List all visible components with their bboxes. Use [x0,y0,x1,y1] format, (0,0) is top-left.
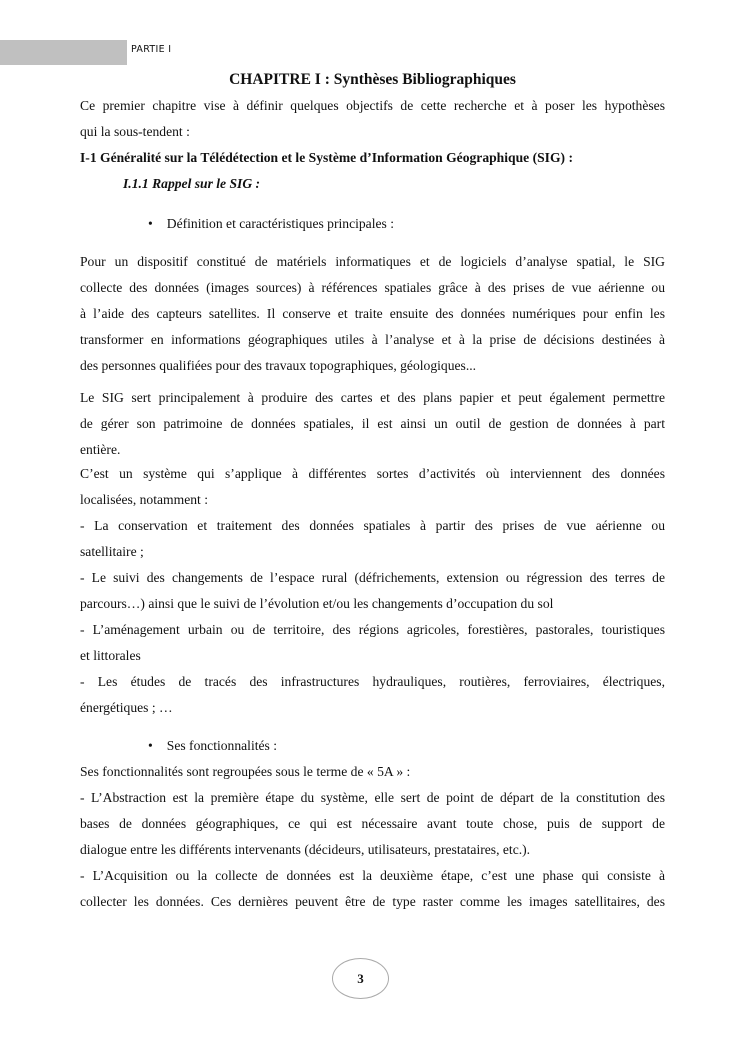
chapter-title: CHAPITRE I : Synthèses Bibliographiques [229,71,516,88]
page-number: 3 [332,958,389,999]
body-text-line: à l’aide des capteurs satellites. Il conserve et traite ensuite des données numériques pour enfin les [80,306,665,321]
body-text-line: - L’aménagement urbain ou de territoire, des régions agricoles, forestières, pastorales, touristiques [80,622,665,637]
bullet-text: Ses fonctionnalités : [166,738,278,753]
body-text-line: parcours…) ainsi que le suivi de l’évolution et/ou les changements d’occupation du sol [80,596,554,611]
section-heading: I-1 Généralité sur la Télédétection et le Système d’Information Géographique (SIG) : [80,150,573,165]
bullet-icon: • [148,216,153,231]
body-text-line: entière. [80,442,121,457]
body-text-line: - Les études de tracés des infrastructures hydrauliques, routières, ferroviaires, électriques, [80,674,665,689]
header-part-label: PARTIE I [131,44,172,55]
body-text-line: collecter les données. Ces dernières peuvent être de type raster comme les images satellitaires, des [80,894,665,909]
body-text-line: - L’Acquisition ou la collecte de données est la deuxième étape, c’est une phase qui consiste à [80,868,665,883]
body-text-line: Ses fonctionnalités sont regroupées sous le terme de « 5A » : [80,764,411,779]
bullet-text: Définition et caractéristiques principales : [166,216,394,231]
body-text-line: - La conservation et traitement des données spatiales à partir des prises de vue aérienne ou [80,518,665,533]
header-bar [0,40,127,65]
bullet-item [148,211,733,237]
body-text-line: - L’Abstraction est la première étape du système, elle sert de point de départ de la constitution des [80,790,665,805]
body-text-line: Pour un dispositif constitué de matériels informatiques et de logiciels d’analyse spatial, le SIG [80,254,665,269]
subsection-heading: I.1.1 Rappel sur le SIG : [123,176,261,191]
body-text-line: bases de données géographiques, ce qui est nécessaire avant toute chose, puis de support de [80,816,665,831]
body-text-line: énergétiques ; … [80,700,173,715]
body-text-line: de gérer son patrimoine de données spatiales, il est ainsi un outil de gestion de données à part [80,416,665,431]
body-text-line: et littorales [80,648,141,663]
intro-line: Ce premier chapitre vise à définir quelques objectifs de cette recherche et à poser les hypothèses [80,98,665,113]
bullet-icon: • [148,738,153,753]
bullet-item [148,733,733,759]
body-text-line: C’est un système qui s’applique à différentes sortes d’activités où interviennent des données [80,466,665,481]
body-text-line: transformer en informations géographiques utiles à l’analyse et à la prise de décisions destinées à [80,332,665,347]
body-text-line: des personnes qualifiées pour des travaux topographiques, géologiques... [80,358,477,373]
body-text-line: localisées, notamment : [80,492,208,507]
body-text-line: satellitaire ; [80,544,144,559]
body-text-line: - Le suivi des changements de l’espace rural (défrichements, extension ou régression des terres de [80,570,665,585]
body-text-line: Le SIG sert principalement à produire des cartes et des plans papier et peut également permettre [80,390,665,405]
intro-line: qui la sous-tendent : [80,124,190,139]
body-text-line: collecte des données (images sources) à références spatiales grâce à des prises de vue aérienne ou [80,280,665,295]
body-text-line: dialogue entre les différents intervenants (décideurs, utilisateurs, prestataires, etc.). [80,842,531,857]
